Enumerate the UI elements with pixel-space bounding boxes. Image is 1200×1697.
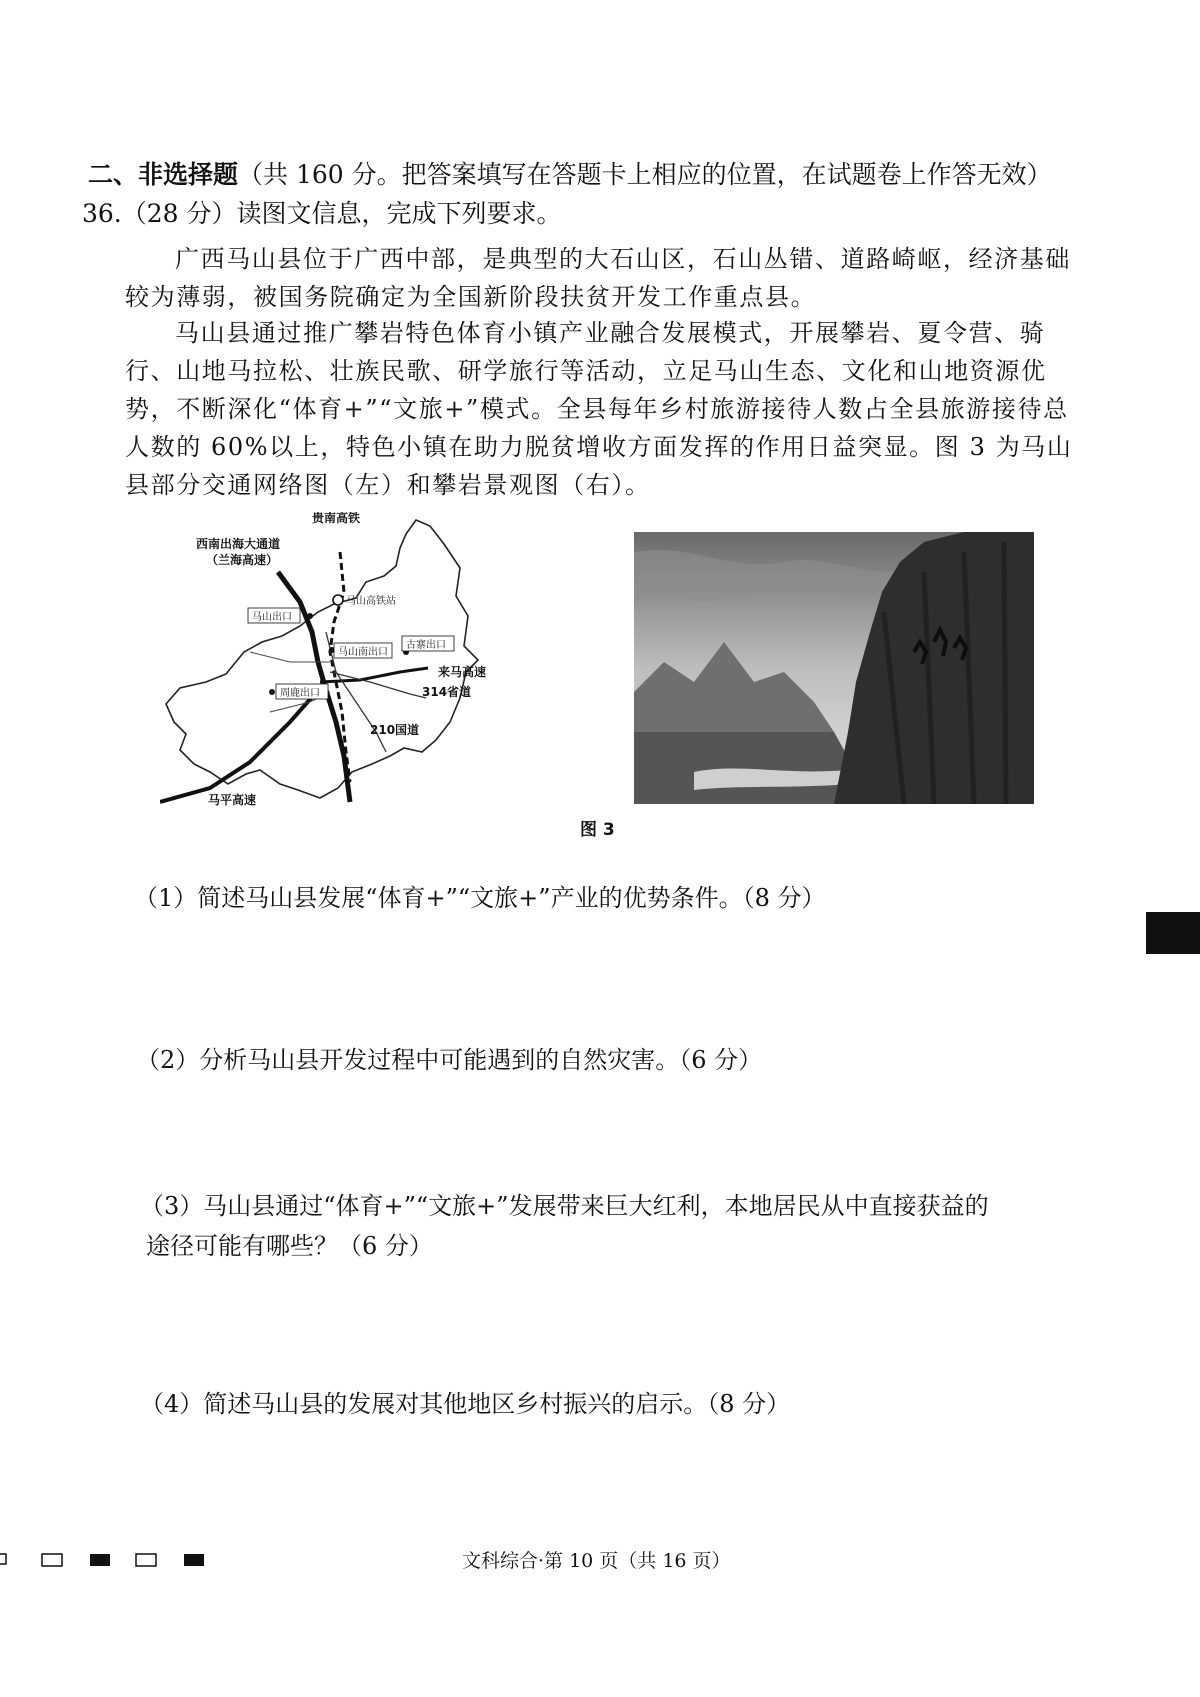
label-mashan-exit: 马山出口 [252,612,292,623]
label-lanhai-expressway: （兰海高速） [206,553,279,567]
paragraph-2-text: 马山县通过推广攀岩特色体育小镇产业融合发展模式，开展攀岩、夏令营、骑行、山地马拉松、壮族民歌、研学旅行等活动，立足马山生态、文化和山地资源优势，不断深化“体育+”“文旅+”模式。全县每年乡村旅游接待人数占全县旅游接待总人数的 60%以上，特色小镇在助力脱贫增收方面发挥的作用日益突显。图 3 为马山县部分交通网络图（左）和攀岩景观图（右）。 [125,319,1073,499]
question-paragraph-1 [125,240,1085,316]
scan-mark-solid [90,1554,110,1566]
label-zhoulu-exit: 周鹿出口 [280,688,320,699]
sub-question-3-line-2: 途径可能有哪些？（6 分） [146,1232,433,1260]
label-mashan-station: 马山高铁站 [346,596,396,607]
label-mashan-south-exit: 马山南出口 [338,647,388,658]
question-header: 36.（28 分）读图文信息，完成下列要求。 [82,199,562,228]
mashan-exit-marker [307,613,313,619]
section-title-rest: （共 160 分。把答案填写在答题卡上相应的位置，在试题卷上作答无效） [238,160,1052,189]
figure-caption: 图 3 [580,820,615,840]
label-provincial-314: 314省道 [422,685,472,699]
paragraph-1-text: 广西马山县位于广西中部，是典型的大石山区，石山丛错、道路崎岖，经济基础较为薄弱，被国务院确定为全国新阶段扶贫开发工作重点县。 [125,245,1071,311]
label-guinan-rail: 贵南高铁 [312,512,361,525]
label-guzhai-exit: 古寨出口 [406,640,446,651]
zhoulu-exit-marker [269,689,275,695]
scan-mark-outline [0,1554,6,1564]
scan-mark-outline [136,1554,156,1566]
laima-expressway [320,668,428,682]
label-national-210: 210国道 [370,723,420,737]
label-laima-expressway: 来马高速 [438,665,487,679]
page-tab-marker [1146,912,1200,954]
sub-question-1: （1）简述马山县发展“体育+”“文旅+”产业的优势条件。（8 分） [134,884,826,912]
scan-mark-solid [184,1554,204,1566]
mashan-station-marker [333,595,343,605]
label-maping-expressway: 马平高速 [208,793,257,807]
section-title [88,158,1052,192]
question-paragraph-2 [125,314,1085,504]
sub-question-4: （4）简述马山县的发展对其他地区乡村振兴的启示。（8 分） [140,1390,791,1418]
section-title-bold: 二、非选择题 [88,160,239,189]
rock-climbing-photo [634,532,1034,804]
label-southwest-route: 西南出海大通道 [196,537,281,551]
transport-network-map [160,512,560,812]
page-footer: 文科综合·第 10 页（共 16 页） [462,1550,731,1572]
sub-question-2: （2）分析马山县开发过程中可能遇到的自然灾害。（6 分） [136,1046,763,1074]
scan-alignment-marks [0,1550,220,1570]
sub-question-3-line-1: （3）马山县通过“体育+”“文旅+”发展带来巨大红利，本地居民从中直接获益的 [140,1192,989,1220]
scan-mark-outline [42,1554,62,1566]
